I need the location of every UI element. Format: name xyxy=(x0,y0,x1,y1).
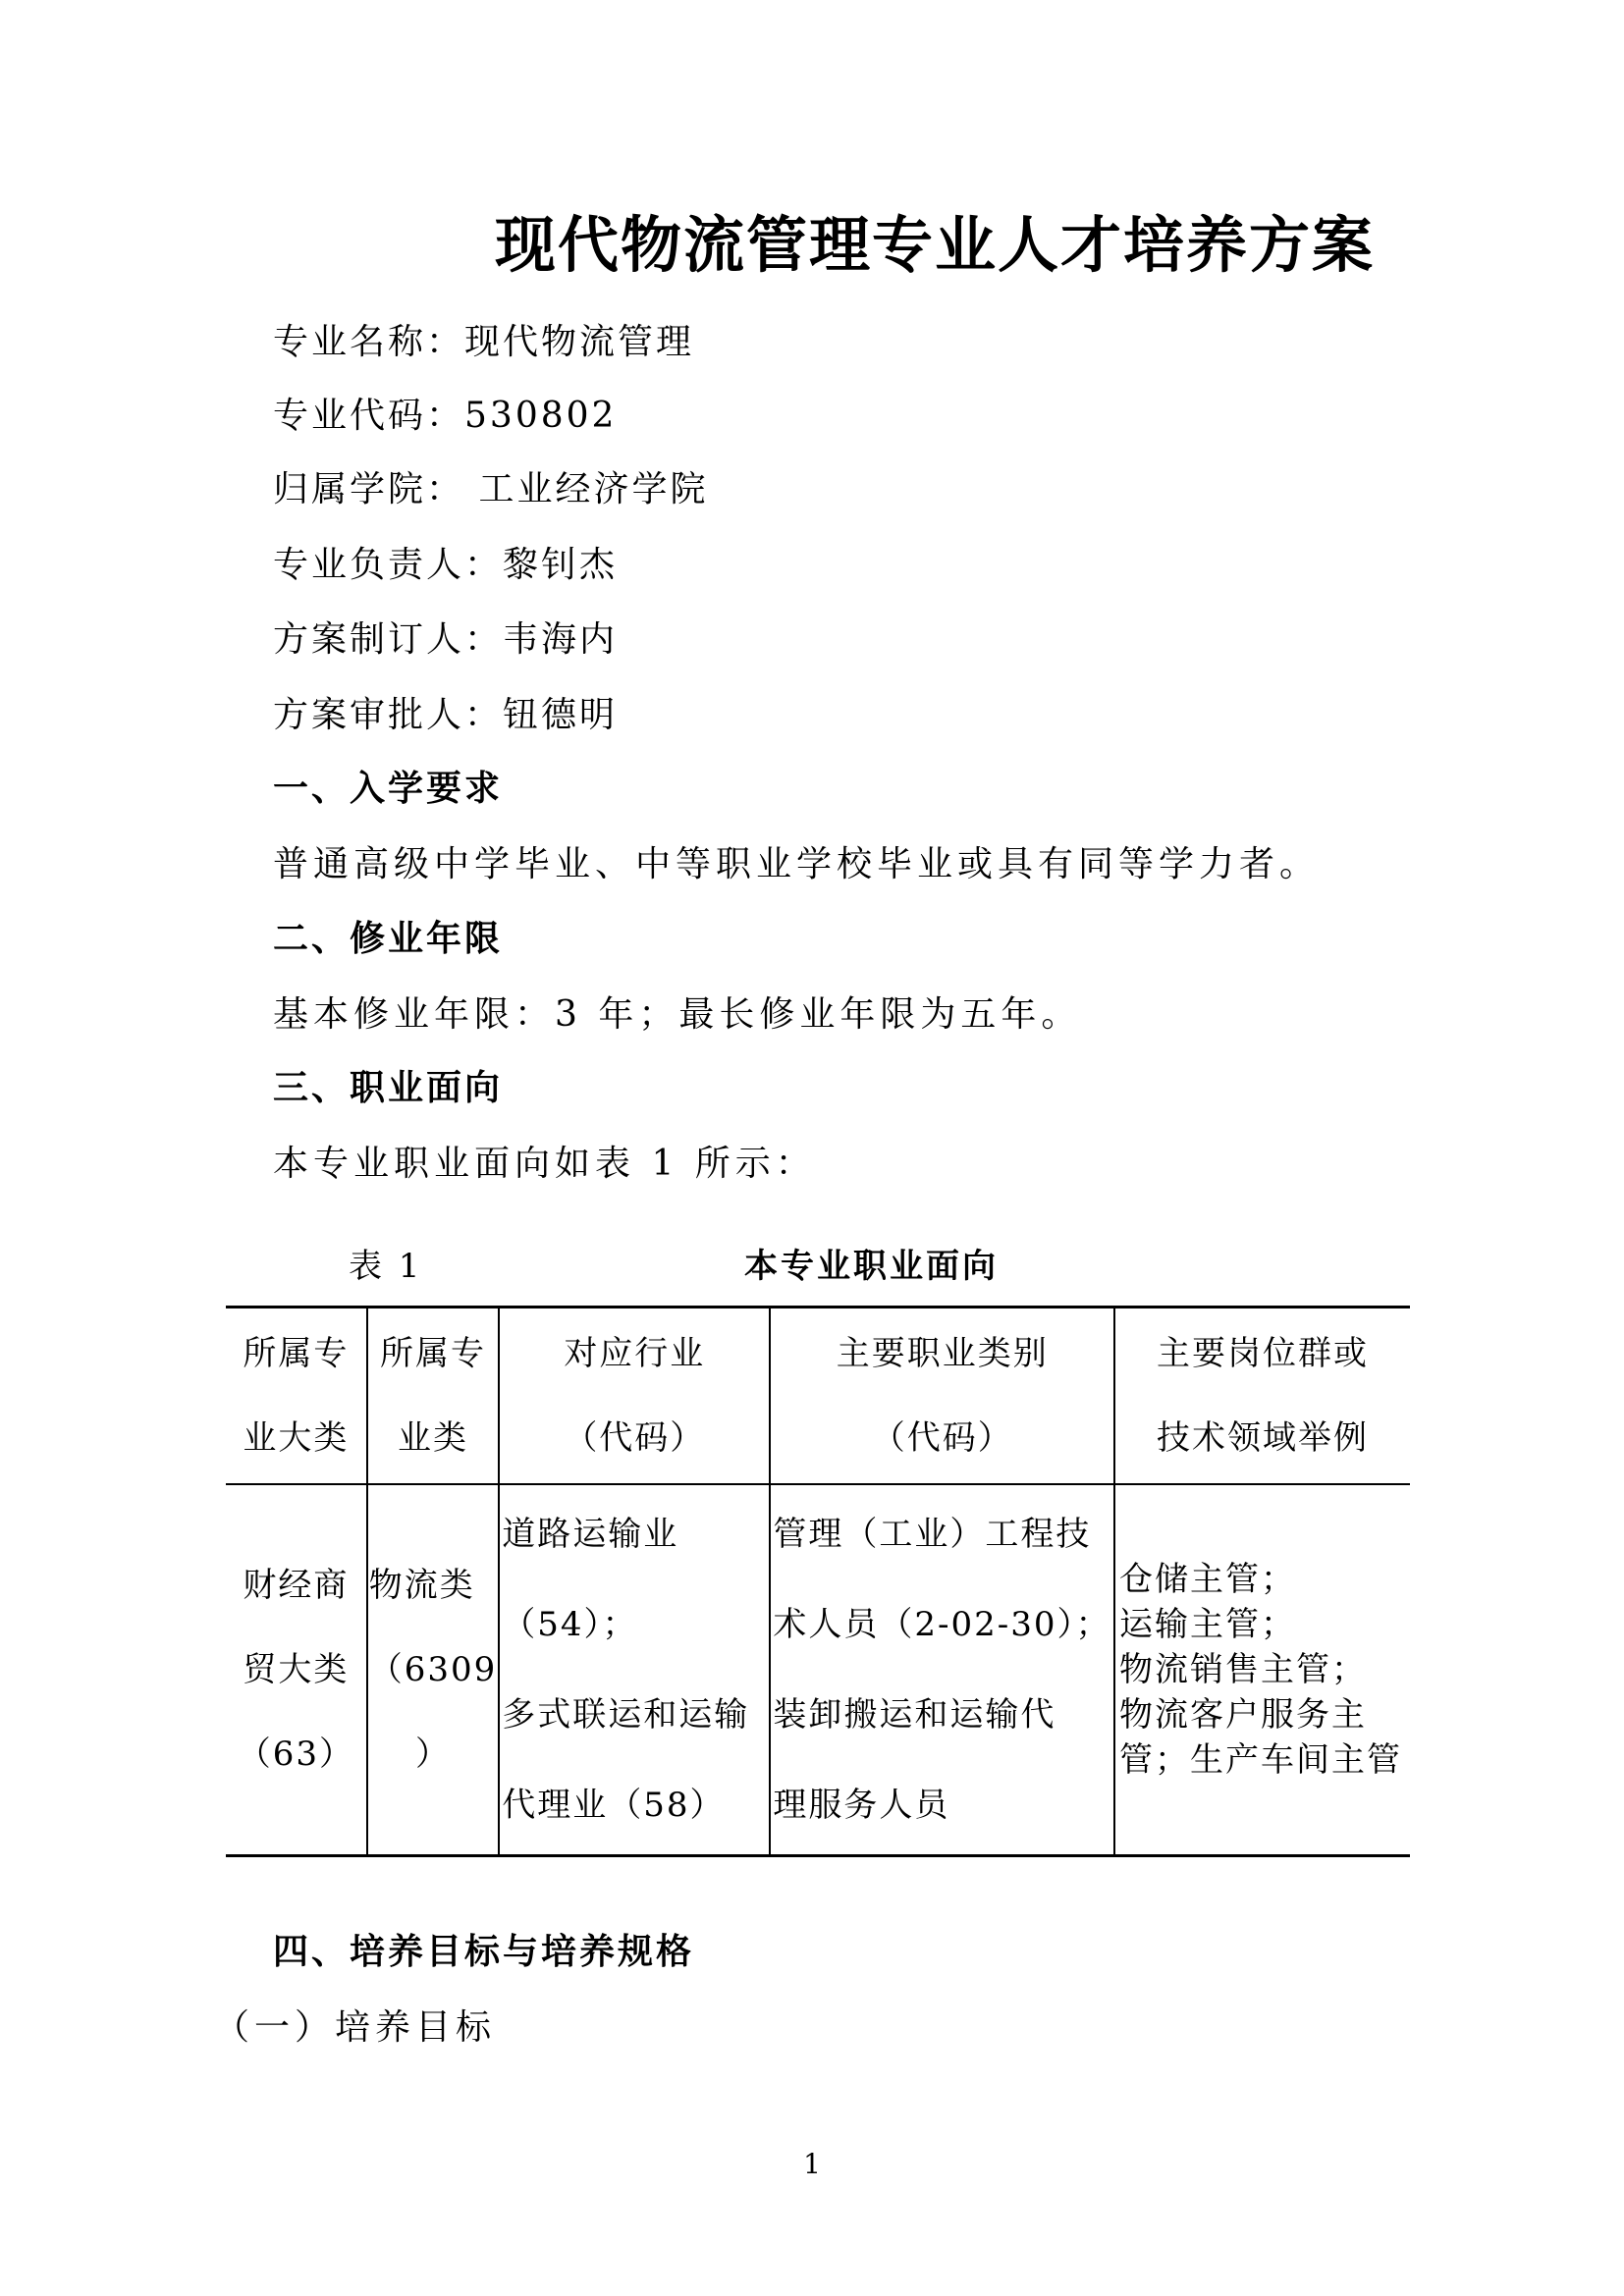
header-industry: 对应行业 （代码） xyxy=(499,1308,770,1485)
paragraph-duration: 基本修业年限：3 年；最长修业年限为五年。 xyxy=(273,994,1082,1035)
meta-major-code: 专业代码：530802 xyxy=(273,396,618,436)
cell-industry: 道路运输业 （54）； 多式联运和运输 代理业（58） xyxy=(499,1484,770,1856)
meta-major-lead: 专业负责人：黎钊杰 xyxy=(273,545,619,585)
cell-occupation: 管理（工业）工程技 术人员（2-02-30）； 装卸搬运和运输代 理服务人员 xyxy=(770,1484,1114,1856)
document-title: 现代物流管理专业人才培养方案 xyxy=(494,209,1375,281)
section-heading-duration: 二、修业年限 xyxy=(273,919,504,959)
meta-plan-approver: 方案审批人：钮德明 xyxy=(273,695,619,735)
subheading-training-goal: （一）培养目标 xyxy=(214,2007,497,2048)
table-header-row xyxy=(226,1308,1410,1485)
section-heading-career: 三、职业面向 xyxy=(273,1068,504,1108)
table-caption-title: 本专业职业面向 xyxy=(744,1247,999,1286)
table-row xyxy=(226,1484,1410,1856)
cell-major-class: 物流类 （6309 ） xyxy=(367,1484,500,1856)
paragraph-admission: 普通高级中学毕业、中等职业学校毕业或具有同等学力者。 xyxy=(273,844,1321,884)
meta-college: 归属学院： 工业经济学院 xyxy=(273,469,709,509)
header-major-category: 所属专 业大类 xyxy=(226,1308,367,1485)
cell-positions: 仓储主管； 运输主管； 物流销售主管； 物流客户服务主 管；生产车间主管 xyxy=(1114,1484,1410,1856)
meta-major-name: 专业名称：现代物流管理 xyxy=(273,322,695,362)
paragraph-career: 本专业职业面向如表 1 所示： xyxy=(273,1144,816,1184)
header-major-class: 所属专 业类 xyxy=(367,1308,500,1485)
section-heading-objectives: 四、培养目标与培养规格 xyxy=(273,1932,695,1972)
career-orientation-table xyxy=(226,1306,1410,1857)
header-positions: 主要岗位群或 技术领域举例 xyxy=(1114,1308,1410,1485)
header-occupation: 主要职业类别 （代码） xyxy=(770,1308,1114,1485)
cell-major-category: 财经商 贸大类 （63） xyxy=(226,1484,367,1856)
meta-plan-author: 方案制订人：韦海内 xyxy=(273,619,619,660)
section-heading-admission: 一、入学要求 xyxy=(273,769,504,809)
page-number: 1 xyxy=(803,2148,821,2180)
table-caption-number: 表 1 xyxy=(349,1247,423,1286)
